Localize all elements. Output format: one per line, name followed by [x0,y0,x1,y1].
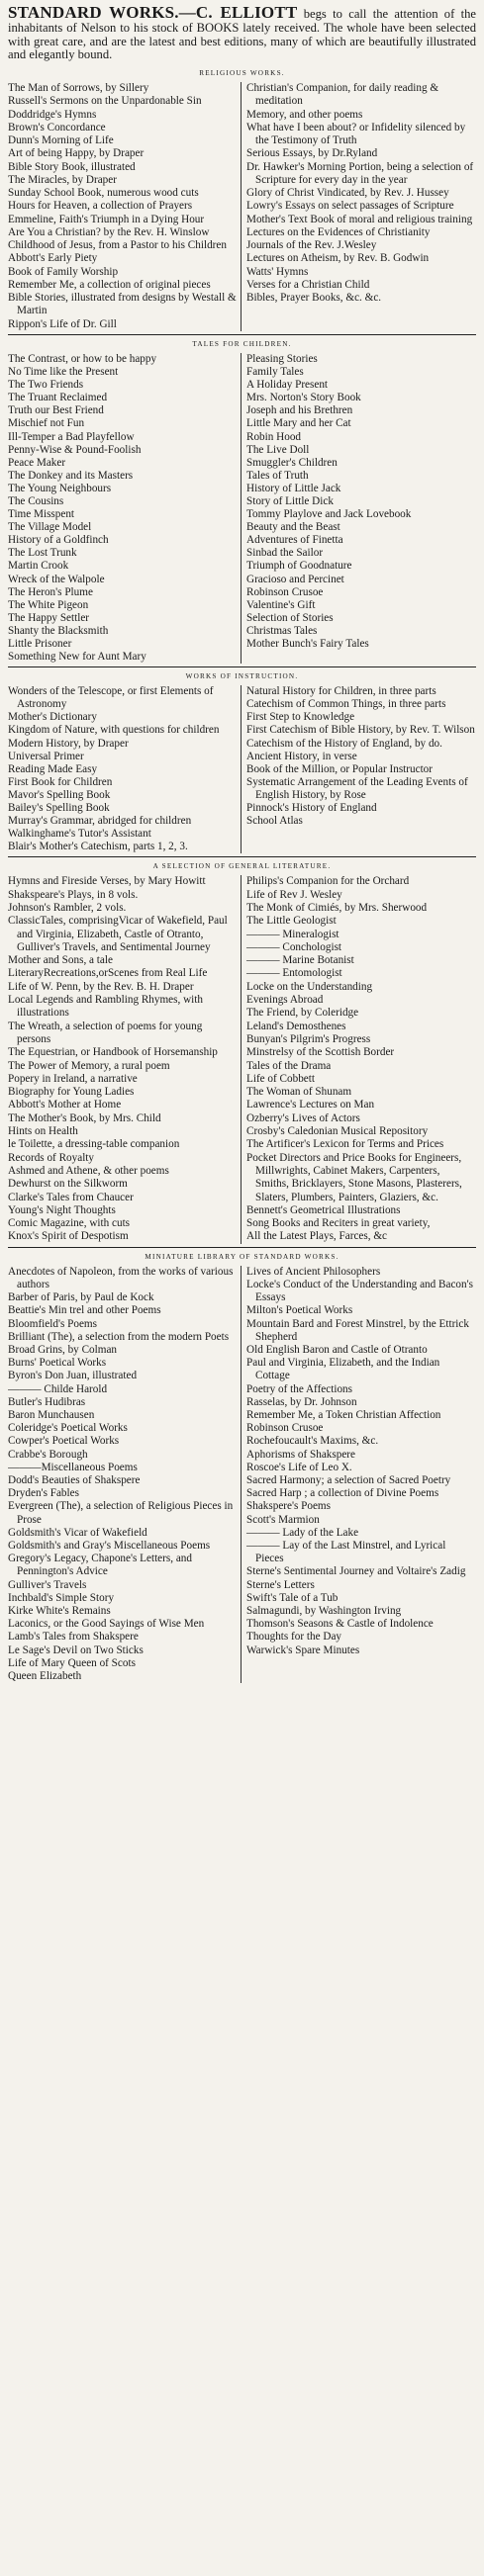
book-title: Biography for Young Ladies [8,1086,135,1099]
book-title: Adventures of Finetta [246,534,343,547]
book-title: No Time like the Present [8,366,119,379]
section-heading: MINIATURE LIBRARY OF STANDARD WORKS. [145,1252,339,1261]
book-title: The Power of Memory, a rural poem [8,1059,170,1072]
book-title: Story of Little Dick [246,494,334,507]
book-title: Catechism of the History of England, by do. [246,737,442,750]
book-title: Blair's Mother's Catechism, parts 1, 2, 3. [8,841,188,853]
book-title: Burns' Poetical Works [8,1357,107,1370]
book-title: Penny-Wise & Pound-Foolish [8,443,142,456]
book-title: Salmagundi, by Washington Irving [246,1605,402,1617]
book-title: Johnson's Rambler, 2 vols. [8,902,127,914]
book-title: A Holiday Present [246,379,329,392]
book-title: The Two Friends [8,379,84,392]
book-title: Sacred Harmony; a selection of Sacred Poetry [246,1473,451,1486]
book-title: The Equestrian, or Handbook of Horsemanship [8,1046,218,1059]
book-title: Mavor's Spelling Book [8,788,111,801]
book-title: Shakspere's Poems [246,1500,331,1513]
book-title: Abbott's Early Piety [8,252,98,265]
book-title: ——— Entomologist [246,967,342,980]
book-title: Ill-Temper a Bad Playfellow [8,430,135,443]
book-title: The Mother's Book, by Mrs. Child [8,1111,161,1124]
section-columns [8,875,476,1243]
book-title: Queen Elizabeth [8,1670,82,1683]
book-title: Leland's Demosthenes [246,1020,346,1032]
book-title: Rochefoucault's Maxims, &c. [246,1435,379,1448]
newspaper-advertisement [8,0,476,2576]
book-title: Remember Me, a collection of original pieces [8,278,211,291]
book-title: The Man of Sorrows, by Sillery [8,82,149,95]
book-title: First Step to Knowledge [246,711,355,724]
book-title: Mischief not Fun [8,417,85,430]
book-title: Sinbad the Sailor [246,547,324,560]
book-title: Little Prisoner [8,638,72,650]
book-title: Young's Night Thoughts [8,1203,116,1216]
book-title: Selection of Stories [246,611,334,624]
book-title: Gracioso and Percinet [246,573,344,585]
book-title: Lawrence's Lectures on Man [246,1099,375,1111]
book-title: Baron Munchausen [8,1408,95,1421]
book-title: Smuggler's Children [246,456,338,469]
book-sections [8,68,476,1683]
book-title: Inchbald's Simple Story [8,1591,115,1604]
book-title: Natural History for Children, in three parts [246,685,436,698]
book-section [8,339,476,667]
book-title: Remember Me, a Token Christian Affection [246,1408,441,1421]
book-title: Family Tales [246,366,304,379]
right-column [242,82,476,331]
book-title: Hymns and Fireside Verses, by Mary Howitt [8,875,206,888]
book-title: Laconics, or the Good Sayings of Wise Men [8,1618,205,1631]
book-title: First Book for Children [8,775,113,788]
left-column [8,82,242,331]
book-title: The Heron's Plume [8,585,93,598]
book-title: Pinnock's History of England [246,802,377,815]
book-title: Little Mary and her Cat [246,417,351,430]
book-title: Rasselas, by Dr. Johnson [246,1395,357,1408]
book-title: The Little Geologist [246,915,337,928]
book-title: ——— Childe Harold [8,1382,108,1395]
book-title: ClassicTales, comprisingVicar of Wakefield, Paul and Virginia, Elizabeth, Castle of Otranto, Gulliver's Travels, and Sentimental Journey [8,915,228,953]
book-title: Time Misspent [8,508,75,521]
book-title: Crosby's Caledonian Musical Repository [246,1125,429,1138]
section-divider [8,334,476,335]
book-title: Childhood of Jesus, from a Pastor to his Children [8,239,227,252]
book-title: Pleasing Stories [246,352,318,365]
intro-paragraph [8,3,476,62]
book-title: Minstrelsy of the Scottish Border [246,1046,395,1059]
book-title: Goldsmith's Vicar of Wakefield [8,1526,147,1539]
book-title: Old English Baron and Castle of Otranto [246,1343,428,1356]
book-title: Bible Stories, illustrated from designs by Westall & Martin [8,292,237,317]
section-columns [8,353,476,664]
book-title: The Village Model [8,521,92,534]
book-title: Scott's Marmion [246,1513,320,1526]
book-title: Kirke White's Remains [8,1605,111,1617]
book-title: Lectures on the Evidences of Christianity [246,225,431,238]
book-title: Book of the Million, or Popular Instructor [246,762,433,775]
book-title: Philips's Companion for the Orchard [246,875,410,888]
intro-title: STANDARD WORKS.—C. ELLIOTT [8,3,298,22]
book-title: Mother's Dictionary [8,711,97,724]
book-title: Rippon's Life of Dr. Gill [8,317,117,330]
book-title: Reading Made Easy [8,762,98,775]
book-title: Murray's Grammar, abridged for children [8,815,192,828]
book-title: Records of Royalty [8,1151,94,1164]
right-column [242,1266,476,1684]
book-title: Bunyan's Pilgrim's Progress [246,1032,371,1045]
book-title: Serious Essays, by Dr.Ryland [246,147,378,160]
book-title: Le Sage's Devil on Two Sticks [8,1643,144,1656]
book-title: School Atlas [246,815,303,828]
book-title: Lowry's Essays on select passages of Scripture [246,200,454,213]
book-title: Broad Grins, by Colman [8,1343,118,1356]
book-title: Lectures on Atheism, by Rev. B. Godwin [246,252,430,265]
book-title: Emmeline, Faith's Triumph in a Dying Hour [8,213,205,225]
book-section [8,68,476,335]
book-title: Book of Family Worship [8,265,119,278]
book-title: Locke's Conduct of the Understanding and Bacon's Essays [246,1278,473,1304]
book-title: Memory, and other poems [246,108,363,121]
book-title: First Catechism of Bible History, by Rev. T. Wilson [246,724,475,737]
book-title: Gulliver's Travels [8,1578,87,1591]
book-title: Bennett's Geometrical Illustrations [246,1203,401,1216]
book-title: Wreck of the Walpole [8,573,105,585]
book-title: Truth our Best Friend [8,404,104,417]
book-title: The Artificer's Lexicon for Terms and Prices [246,1138,444,1151]
book-title: Pocket Directors and Price Books for Engineers, Millwrights, Cabinet Makers, Carpenters, Smiths, Bricklayers, Stone Masons, Plasterers, Slaters, Plumbers, Painters, Glaziers, &c. [246,1151,462,1203]
book-title: Mother Bunch's Fairy Tales [246,638,369,650]
book-title: ——— Lay of the Last Minstrel, and Lyrical Pieces [246,1539,446,1565]
book-section [8,1252,476,1684]
section-heading: A SELECTION OF GENERAL LITERATURE. [152,862,332,871]
book-title: Universal Primer [8,750,84,762]
book-title: Ashmed and Athene, & other poems [8,1164,169,1177]
book-title: Catechism of Common Things, in three parts [246,698,446,711]
section-columns [8,685,476,853]
left-column [8,875,242,1243]
book-title: Shanty the Blacksmith [8,624,109,637]
book-title: Tommy Playlove and Jack Lovebook [246,508,412,521]
book-title: Mother and Sons, a tale [8,954,113,967]
book-title: What have I been about? or Infidelity silenced by the Testimony of Truth [246,121,466,147]
book-title: Art of being Happy, by Draper [8,147,145,160]
book-title: Cowper's Poetical Works [8,1435,120,1448]
book-title: Beattie's Min trel and other Poems [8,1304,161,1317]
book-title: History of Little Jack [246,482,341,494]
left-column [8,1266,242,1684]
book-title: Kingdom of Nature, with questions for children [8,724,220,737]
section-columns [8,82,476,331]
left-column [8,353,242,664]
book-title: Sacred Harp ; a collection of Divine Poems [246,1487,439,1500]
section-columns [8,1266,476,1684]
book-title: The Monk of Cimiés, by Mrs. Sherwood [246,902,428,914]
book-title: Triumph of Goodnature [246,560,352,573]
book-title: Goldsmith's and Gray's Miscellaneous Poems [8,1539,211,1552]
book-title: Aphorisms of Shakspere [246,1448,355,1461]
book-title: Dunn's Morning of Life [8,134,114,147]
book-title: Tales of the Drama [246,1059,332,1072]
book-title: Mrs. Norton's Story Book [246,392,361,404]
book-title: Tales of Truth [246,469,309,482]
book-title: Wonders of the Telescope, or first Elements of Astronomy [8,685,214,711]
book-title: ——— Mineralogist [246,928,339,940]
book-title: Mother's Text Book of moral and religious training [246,213,473,225]
book-title: Journals of the Rev. J.Wesley [246,239,377,252]
book-title: Robinson Crusoe [246,585,324,598]
section-heading: TALES FOR CHILDREN. [192,339,292,348]
book-title: LiteraryRecreations,orScenes from Real Life [8,967,208,980]
book-title: Watts' Hymns [246,265,309,278]
book-title: Milton's Poetical Works [246,1304,353,1317]
book-title: Life of Mary Queen of Scots [8,1656,136,1669]
book-title: Anecdotes of Napoleon, from the works of various authors [8,1265,234,1290]
book-title: Thoughts for the Day [246,1631,342,1643]
book-title: Martin Crook [8,560,69,573]
book-title: The Friend, by Coleridge [246,1007,359,1020]
book-title: The White Pigeon [8,598,89,611]
book-title: Robinson Crusoe [246,1422,324,1435]
book-title: Are You a Christian? by the Rev. H. Winslow [8,225,210,238]
book-title: Clarke's Tales from Chaucer [8,1191,134,1203]
book-title: Thomson's Seasons & Castle of Indolence [246,1618,434,1631]
book-title: Bibles, Prayer Books, &c. &c. [246,292,382,305]
book-title: Song Books and Reciters in great variety, [246,1217,431,1230]
book-title: Bailey's Spelling Book [8,802,110,815]
book-title: Lives of Ancient Philosophers [246,1265,381,1278]
book-title: Crabbe's Borough [8,1448,88,1461]
book-title: Coleridge's Poetical Works [8,1422,128,1435]
book-title: Valentine's Gift [246,598,316,611]
book-title: Butler's Hudibras [8,1395,86,1408]
book-title: Glory of Christ Vindicated, by Rev. J. Hussey [246,187,449,200]
book-title: Hours for Heaven, a collection of Prayers [8,200,193,213]
book-title: Roscoe's Life of Leo X. [246,1461,352,1473]
book-title: The Wreath, a selection of poems for young persons [8,1020,203,1045]
book-title: Locke on the Understanding [246,980,373,993]
book-title: Christmas Tales [246,624,318,637]
book-title: Sterne's Letters [246,1578,315,1591]
book-title: The Contrast, or how to be happy [8,352,157,365]
book-title: Peace Maker [8,456,66,469]
book-title: Dr. Hawker's Morning Portion, being a selection of Scripture for every day in the year [246,160,474,186]
book-title: Gregory's Legacy, Chapone's Letters, and Pennington's Advice [8,1553,192,1578]
book-title: Dryden's Fables [8,1487,79,1500]
book-title: ———Miscellaneous Poems [8,1461,138,1473]
book-title: Life of Cobbett [246,1072,315,1085]
book-title: Popery in Ireland, a narrative [8,1072,138,1085]
book-title: The Lost Trunk [8,547,77,560]
book-title: Verses for a Christian Child [246,278,370,291]
book-title: Dodd's Beauties of Shakspere [8,1473,141,1486]
book-title: Poetry of the Affections [246,1382,352,1395]
section-divider [8,1247,476,1248]
section-divider [8,856,476,857]
book-title: ——— Conchologist [246,940,342,953]
book-title: The Miracles, by Draper [8,173,117,186]
book-title: Something New for Aunt Mary [8,651,146,664]
book-title: Barber of Paris, by Paul de Kock [8,1291,154,1304]
book-title: ——— Lady of the Lake [246,1526,359,1539]
book-title: Swift's Tale of a Tub [246,1591,339,1604]
book-title: Life of Rev J. Wesley [246,888,342,901]
book-title: Knox's Spirit of Despotism [8,1230,129,1243]
right-column [242,685,476,853]
left-column [8,685,242,853]
book-title: Doddridge's Hymns [8,108,97,121]
book-title: Russell's Sermons on the Unpardonable Sin [8,95,202,108]
book-title: Mountain Bard and Forest Minstrel, by the Ettrick Shepherd [246,1317,469,1343]
book-section [8,861,476,1247]
book-title: Evergreen (The), a selection of Religious Pieces in Prose [8,1500,234,1526]
book-title: Modern History, by Draper [8,737,129,750]
right-column [242,875,476,1243]
book-title: Christian's Companion, for daily reading & meditation [246,82,439,108]
book-title: Brilliant (The), a selection from the modern Poets [8,1330,230,1343]
book-title: Comic Magazine, with cuts [8,1217,131,1230]
book-title: The Donkey and its Masters [8,469,134,482]
book-section [8,671,476,857]
book-title: The Woman of Shunam [246,1086,352,1099]
book-title: The Cousins [8,494,64,507]
book-title: History of a Goldfinch [8,534,109,547]
book-title: Sterne's Sentimental Journey and Voltaire's Zadig [246,1565,466,1578]
book-title: Robin Hood [246,430,302,443]
book-title: Byron's Don Juan, illustrated [8,1370,138,1382]
book-title: Warwick's Spare Minutes [246,1643,360,1656]
book-title: All the Latest Plays, Farces, &c [246,1230,387,1243]
section-heading: RELIGIOUS WORKS. [199,69,285,78]
book-title: Beauty and the Beast [246,521,340,534]
book-title: Life of W. Penn, by the Rev. B. H. Draper [8,980,194,993]
book-title: Hints on Health [8,1125,78,1138]
book-title: The Happy Settler [8,611,90,624]
book-title: The Truant Reclaimed [8,392,108,404]
book-title: Bloomfield's Poems [8,1317,97,1330]
book-title: Brown's Concordance [8,121,106,133]
book-title: Paul and Virginia, Elizabeth, and the Indian Cottage [246,1357,440,1382]
book-title: Joseph and his Brethren [246,404,353,417]
book-title: Systematic Arrangement of the Leading Events of English History, by Rose [246,775,468,801]
book-title: Sunday School Book, numerous wood cuts [8,187,199,200]
book-title: The Live Doll [246,443,310,456]
book-title: Local Legends and Rambling Rhymes, with illustrations [8,994,203,1020]
book-title: Ozberry's Lives of Actors [246,1111,360,1124]
book-title: Abbott's Mother at Home [8,1099,122,1111]
book-title: The Young Neighbours [8,482,112,494]
section-divider [8,666,476,667]
book-title: Shakspeare's Plays, in 8 vols. [8,888,139,901]
book-title: le Toilette, a dressing-table companion [8,1138,180,1151]
book-title: Evenings Abroad [246,994,324,1007]
book-title: Bible Story Book, illustrated [8,160,136,173]
book-title: Lamb's Tales from Shakspere [8,1631,139,1643]
book-title: Walkinghame's Tutor's Assistant [8,828,151,841]
section-heading: WORKS OF INSTRUCTION. [185,672,299,681]
right-column [242,353,476,664]
book-title: ——— Marine Botanist [246,954,354,967]
book-title: Ancient History, in verse [246,750,357,762]
intro-text: begs to call the attention of the inhabitants of Nelson to his stock of BOOKS lately received. The whole have been selected with great care, and are the latest and best editions, many of which are beautifully illustrated and elegantly bound. [8,7,476,62]
book-title: Dewhurst on the Silkworm [8,1178,128,1191]
